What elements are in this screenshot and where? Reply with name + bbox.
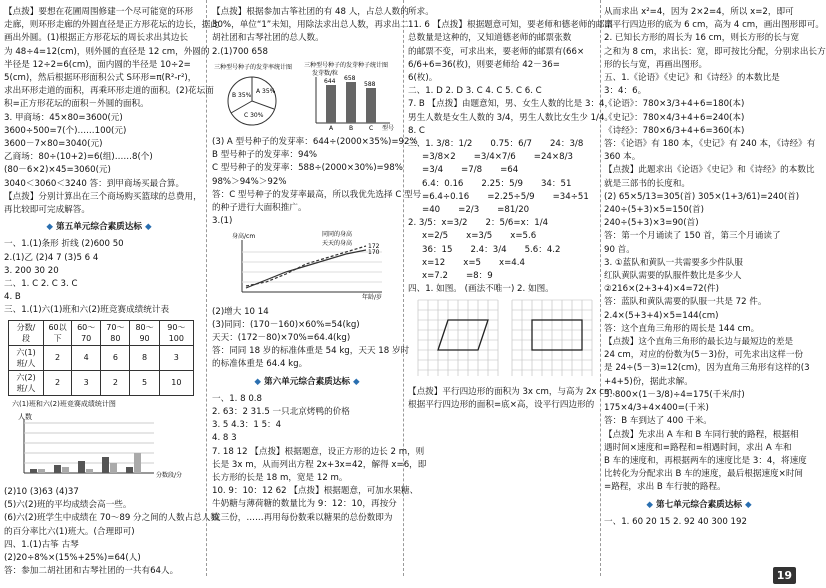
text-line: 240÷(5+3)×5=150(首) [604,205,705,216]
text-line: 胡社团和古琴社团的总人数。 [212,33,324,44]
math-row [408,138,598,151]
legend-1: 同同的身高 [322,231,353,239]
text-line: 天天：(172－80)×70%=64.4(kg) [212,333,351,344]
text-line: 【点拨】平行四边形的面积为 3x cm，与高为 2x cm， [408,386,621,397]
text-line: 98%＞94%＞92% [212,176,287,187]
pie-label: A 35% [256,87,276,95]
math-row [422,178,598,191]
point-label: 170 [368,249,380,257]
geometry-grids [408,296,598,380]
math-expr: =81/20 [497,205,530,216]
text-line: 【点拨】先求出 A 车和 B 车同行驶的路程，根据相 [604,429,799,440]
table-cell: 70～80 [101,320,130,345]
text-line: (6)六(2)班学生中成绩在 70～89 分之间的人数占总人数 [4,513,219,524]
math-row [422,257,598,270]
math-row [408,217,598,230]
text-line: 四、1.(1)古筝 古琴 [4,539,79,550]
text-line: 4. B [4,292,21,303]
unit5-heading: ◆ 第五单元综合素质达标 ◆ [4,221,194,234]
text-line: 红队黄队需要的队服件数比是多少人 [604,271,742,282]
text-line: 的种子进行大面积推广。 [212,203,307,214]
text-line: 10. 9：10：12 62 【点拨】根据题意，可加水果糖、 [212,486,419,497]
math-expr: 5.6：4.2 [524,244,561,255]
text-line: 遇时间×速度和=路程和=相遇时间，求出 A 车和 [604,442,792,453]
bar-value: 644 [324,77,336,85]
grid-right [512,300,592,376]
math-expr: =24×8/3 [533,152,573,163]
text-line: 6/6+6=36(枚)，则要老师给 42－36= [408,59,560,70]
text-line: 走廊，则环形走廊的外圆直径是正方形花坛的边长，据此 [4,20,219,31]
text-line: 一、1. 60 20 15 2. 92 40 300 192 [604,516,747,527]
text-line: 答：第一个月诵读了 150 首，第三个月诵读了 [604,231,781,242]
text-line: 3. 200 30 20 [4,265,59,276]
math-row [422,230,598,243]
score-bar-chart [4,411,184,481]
math-expr: =3/4×7/6 [473,152,516,163]
text-line: 11. 6 【点拨】根据题意可知，要老师和德老师的邮票 [408,20,614,31]
table-cell: 80～90 [130,320,159,345]
text-line: 一、1. 8 0.8 [212,393,262,404]
table-cell: 4 [72,345,101,370]
bar-series1 [54,465,61,473]
table-cell: 3 [159,345,193,370]
table-cell: 分数/段 [9,320,44,345]
text-line: 就是三部书的长度和。 [604,178,690,189]
text-line: B 车的速度和，再根据两车的速度比是 3：4，将速度 [604,455,807,466]
bar-ylabel: 发芽数/粒 [312,69,339,77]
text-line: 为 48÷4=12(cm)，则外圆的直径是 12 cm，外圆的 [4,46,210,57]
text-line: 3. 5 4.3：1 5：4 [212,420,282,431]
table-cell: 5 [130,370,159,395]
math-expr: =64 [500,165,519,176]
bar-series1 [102,457,109,473]
math-expr: x=5 [463,257,481,268]
text-line: 从而求出 x²=4，因为 2×2=4，所以 x=2，即可 [604,7,794,17]
math-expr: =2.25÷5/9 [487,191,535,202]
text-line: 再比较即可完成解答。 [4,205,90,216]
text-line: 形的长与宽，再画出图形。 [604,59,708,70]
math-expr: x=12 [422,257,446,268]
text-line: 答：同同 18 岁的标准体重是 54 kg，天天 18 岁时 [212,346,410,357]
text-line: 的标准体重是 64.4 kg。 [212,359,308,370]
math-expr: 0.75：6/7 [490,139,532,150]
text-line: (2)增大 10 14 [212,306,269,317]
parallelogram [438,320,488,350]
math-expr: 2.25：5/9 [481,178,523,189]
text-line: 6(枚)。 [408,73,438,84]
text-line: (2)20÷8%×(15%+25%)=64(人) [4,553,141,564]
math-expr: =2/3 [458,205,480,216]
table-cell: 60以下 [44,320,72,345]
table-cell: 2 [44,345,72,370]
text-line: 答：B 车到达了 400 千米。 [604,416,712,427]
text-line: 《史记》：780×4/3+4+6=240(本) [604,112,745,123]
text-line: 半径是 12÷2=6(cm)，面内圆的半径是 10÷2= [4,59,191,70]
text-line: 男生人数是女生人数的 3/4，男生人数比女生少 1/4。 [408,112,614,123]
text-line: 3. 甲商场：45×80=3600(元) [4,112,123,123]
text-line: 3.(1) [212,216,233,227]
rectangle [532,320,582,350]
table-cell: 60～70 [72,320,101,345]
pie-title: 三种型号种子的发芽率统计图 [214,63,293,71]
bar-series1 [78,461,85,473]
table-cell: 2 [44,370,72,395]
text-line: 成三份，……再用每份数乘以糖果的总份数即为 [212,512,393,523]
text-line: 《诗经》：780×6/3+4+6=360(本) [604,125,745,136]
table-cell: 2 [101,370,130,395]
pie-label: B 35% [232,91,252,99]
math-expr: 2. 3/5：x=3/2 [408,218,468,229]
text-line: 五、1.《论语》《史记》和《诗经》的本数比是 [604,73,780,84]
column-1 [4,6,219,579]
text-line: 3. 800×(1－3/8)÷4=175(千米/时) [604,389,745,400]
table-cell: 3 [72,370,101,395]
text-line: 90 首。 [604,244,635,255]
math-expr: x=2/5 [422,231,449,242]
table-cell: 10 [159,370,193,395]
table-cell: 6 [101,345,130,370]
bar-c [366,88,376,123]
table-cell: 六(2)班/人 [9,370,44,395]
text-line: 4. 8 3 [212,433,237,444]
text-line: 【点拨】这个直角三角形的最长边与最短边的差是 [604,337,794,348]
text-line: 2. 63：2 31.5 一只北京烤鸭的价格 [212,407,350,418]
text-line: 求出环形走道的面积，再乘环形走道的面积。(2)花坛面 [4,86,214,97]
text-line: 之和为 8 cm，求出长：宽，即可按比分配，分别求出长方 [604,46,826,57]
text-line: 【点拨】此题求出《论语》《史记》和《诗经》的本数比 [604,165,815,176]
math-expr: =3/8×2 [422,152,456,163]
text-line: 比转化为分配求出 B 车的速度，最后根据速度×时间 [604,469,804,480]
math-expr: 2：5/6=x：1/4 [485,218,549,229]
text-line: 的邮票不变，可求出来，要老师的邮票有(66× [408,46,585,57]
text-line: 答：C 型号种子的发芽率最高，所以我优先选择 C 型号 [212,189,422,200]
text-line: 总数量是这种的，又知道德老师的邮票张数 [408,33,572,44]
text-line: 24 cm，对应的份数为(5－3)份，可先求出这样一份 [604,350,804,361]
bar-b [346,82,356,123]
text-line: 175×4/3+4×400=(千米) [604,403,709,414]
text-line: 三、1.(1)六(1)班和六(2)班竞赛成绩统计表 [4,305,170,316]
bar-value: 658 [344,74,356,82]
text-line: 2.(1)乙 (2)4 7 (3)5 6 4 [4,252,99,263]
math-expr: x=3/5 [466,231,493,242]
math-expr: =6.4÷0.16 [422,191,470,202]
table-cell: 8 [130,345,159,370]
bar-xlabel: 型号 [382,124,395,132]
text-line: 答：《论语》有 180 本，《史记》有 240 本，《诗经》有 [604,139,816,150]
text-line: (80－6×2)×45=3060(元) [4,165,111,176]
math-expr: 36：15 [422,244,453,255]
bar-title: 三种型号种子的发芽种子统计图 [304,61,389,69]
text-line: 四、1. 如图。 (画法不唯一) 2. 如图。 [408,284,554,295]
text-line: 答：这个直角三角形的周长是 144 cm。 [604,323,760,334]
text-line: 30%，单位“1”未知，用除法求出总人数，再求出二 [212,20,409,31]
score-table [8,320,194,396]
text-line: 所求。 [408,7,434,17]
text-line: 长是 3x m，从而列出方程 2x+3x=42，解得 x=6，即 [212,459,427,470]
text-line: 3600－7×80=3040(元) [4,139,103,150]
pie-label: C 30% [244,111,264,119]
text-line: 2.4×(5+3+4)×5=144(cm) [604,310,719,321]
text-line: (3) A 型号种子的发芽率：644÷(2000×35%)=92% [212,137,418,148]
math-expr: x=7.2 [422,271,448,282]
line-ylabel: 身高/cm [232,233,256,241]
legend-2: 天天的身高 [322,240,353,248]
math-expr: x=5.6 [510,231,537,242]
chart-xlabel: 分数段/分 [156,471,183,479]
text-line: 7. B 【点拨】由题意知，男、女生人数的比是 3：4， [408,99,614,110]
column-4 [604,6,826,529]
math-expr: =7/8 [461,165,483,176]
math-row [422,151,598,164]
text-line: 积=正方形花坛的面积－外圆的面积。 [4,99,149,110]
math-expr: =40 [422,205,441,216]
math-expr: =8：9 [465,271,493,282]
text-line: 3. ①蓝队和黄队一共需要多少件队服 [604,257,743,268]
unit6-heading: ◆ 第六单元综合素质达标 ◆ [212,376,402,389]
text-line: 8. C [408,125,425,136]
text-line: 《论语》：780×3/3+4+6=180(本) [604,99,745,110]
bar-series1 [30,469,37,473]
tick: B [349,124,354,132]
text-line: 出平行四边形的底为 6 cm，高为 4 cm，画出图形即可。 [604,20,824,31]
table-cell: 六(1)班/人 [9,345,44,370]
math-expr: 三、1. 3/8：1/2 [408,139,473,150]
grid-left [418,300,498,376]
math-expr: =3/4 [422,165,444,176]
text-line: 360 本。 [604,152,641,163]
text-line: 3040＜3060＜3240 答：到甲商场买最合算。 [4,178,185,189]
chart-ylabel: 人数 [18,412,32,421]
point-label: 172 [368,243,380,251]
math-expr: =34÷51 [552,191,589,202]
bar-series2 [110,463,117,473]
bar-series2 [38,469,45,473]
math-row [422,270,598,283]
bar-series2 [86,469,93,473]
text-line: 是 24÷(5－3)=12(cm)，因为直角三角形有这样的(3 [604,363,810,374]
bar-value: 588 [364,80,376,88]
text-line: 7. 18 12 【点拨】根据题意，设正方形的边长 2 m，则 [212,446,425,457]
tick: A [329,124,334,132]
text-line: 【点拨】分别计算出在三个商场购买篮球的总费用， [4,191,202,202]
math-expr: 34：51 [540,178,572,189]
text-line: 3：4：6。 [604,86,647,97]
text-line: 根据平行四边形的面积=底×高，设平行四边形的 [408,399,595,410]
text-line: 一、1.(1)条形 折线 (2)600 50 [4,239,124,250]
bar-series2 [134,453,141,473]
text-line: 牛奶糖与薄荷糖的数量比为 9：12：10，再按分 [212,499,397,510]
bar-a [326,85,336,123]
math-row [422,164,598,177]
height-line-chart [212,228,402,300]
text-line: ②216×(2+3+4)×4=72(件) [604,284,719,295]
bar-series1 [126,467,133,473]
text-line: B 型号种子的发芽率：94% [212,150,318,161]
text-line: 2. 已知长方形的周长为 16 cm，则长方形的长与宽 [604,33,800,44]
text-line: (5)六(2)班的平均成绩会高一些。 [4,500,132,511]
math-row [422,204,598,217]
text-line: 二、1. D 2. D 3. C 4. C 5. C 6. C [408,86,542,97]
bar-series2 [62,467,69,473]
math-expr: 6.4：0.16 [422,178,464,189]
table-cell: 90～100 [159,320,193,345]
page-number: 19 [773,567,796,584]
text-line: 画出外圆。(1)根据正方形花坛的周长求出其边长 [4,33,189,44]
text-line: (2) 65×5/13=305(首) 305×(1+3/61)=240(首) [604,191,800,202]
math-row [422,191,598,204]
text-line: 240÷(5+3)×3=90(首) [604,218,699,229]
text-line: 答：参加二胡社团和古琴社团的一共有64人。 [4,566,179,577]
text-line: 乙商场：80÷(10+2)=6(组)……8(个) [4,152,153,163]
gridlines [242,252,382,282]
math-expr: x=4.4 [499,257,525,268]
text-line: 【点拨】要想在花圃周围修建一个尽可能宽的环形 [4,7,194,17]
math-expr: 24：3/8 [549,139,584,150]
text-line: 3600÷500=7(个)……100(元) [4,125,127,136]
text-line: 长方形的长是 18 m，宽是 12 m。 [212,473,348,484]
text-line: 的百分率比六(1)班大。(合理即可) [4,526,135,537]
text-line: (3)同同：(170－160)×60%=54(kg) [212,319,360,330]
text-line: (2)10 (3)63 (4)37 [4,487,79,498]
text-line: 5(cm)，然后根据环形面积公式 S环形=π(R²-r²)， [4,73,197,84]
text-line: 二、1. C 2. C 3. C [4,279,78,290]
text-line: =路程，求出 B 车行驶的路程。 [604,482,726,493]
text-line: 2.(1)700 658 [212,46,268,57]
tick: C [369,124,374,132]
text-line: +4+5)份，据此求解。 [604,376,693,387]
math-expr: 2.4：3/4 [470,244,507,255]
unit7-heading: ◆ 第七单元综合素质达标 ◆ [604,499,794,512]
figure-caption: 六(1)班和六(2)班竞赛成绩统计图 [12,399,116,408]
text-line: 【点拨】根据参加古筝社团的有 48 人，占总人数的 [212,7,409,17]
seed-charts [212,59,402,131]
math-row [422,244,598,257]
text-line: 答：蓝队和黄队需要的队服一共是 72 件。 [604,297,767,308]
line-xlabel: 年龄/岁 [362,294,383,302]
text-line: C 型号种子的发芽率：588÷(2000×30%)=98% [212,163,403,174]
